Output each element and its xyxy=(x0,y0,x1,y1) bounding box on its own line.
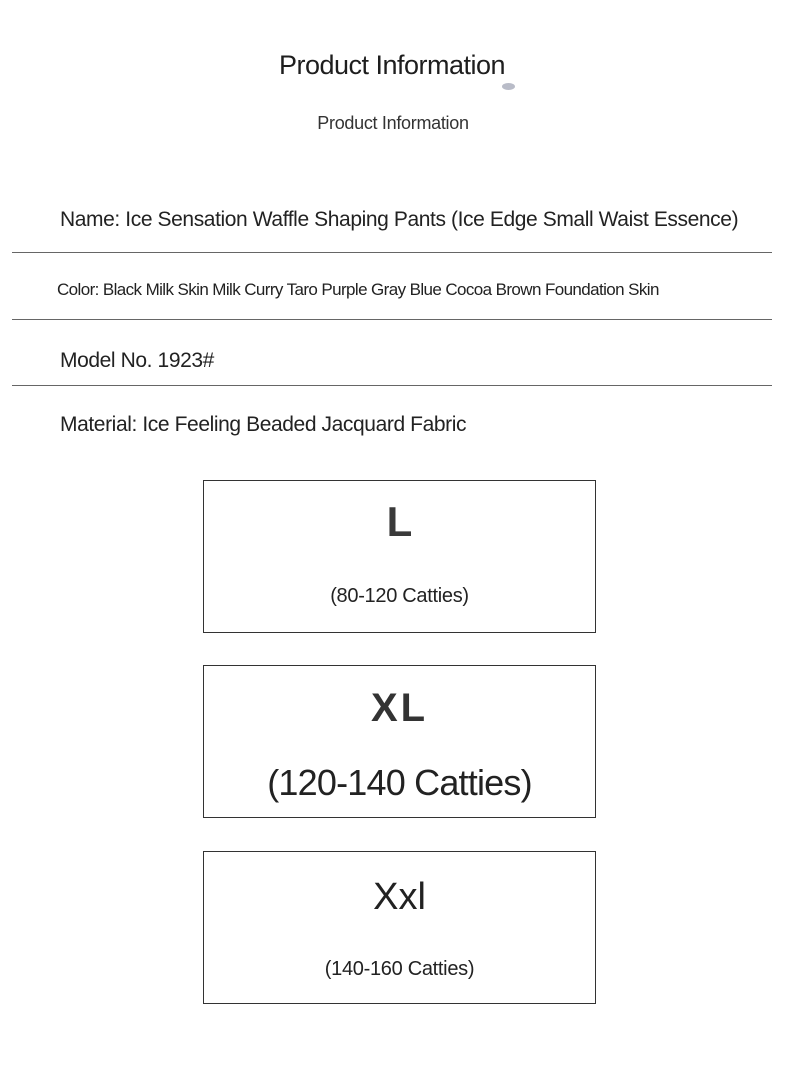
size-card-l xyxy=(203,480,596,633)
divider xyxy=(12,252,772,253)
detail-material: Material: Ice Feeling Beaded Jacquard Fabric xyxy=(60,413,467,436)
size-card-xxl xyxy=(203,851,596,1004)
product-info-subtitle: Product Information xyxy=(317,113,469,133)
decorative-mark xyxy=(502,83,515,90)
size-card-xl xyxy=(203,665,596,818)
detail-model: Model No. 1923# xyxy=(60,349,214,372)
size-label: L xyxy=(386,498,413,545)
size-weight-range: (120-140 Catties) xyxy=(267,762,532,803)
detail-name: Name: Ice Sensation Waffle Shaping Pants (Ice Edge Small Waist Essence) xyxy=(60,208,739,231)
detail-color: Color: Black Milk Skin Milk Curry Taro Purple Gray Blue Cocoa Brown Foundation Skin xyxy=(57,280,659,299)
product-info-title: Product Information xyxy=(278,50,506,80)
divider xyxy=(12,319,772,320)
size-weight-range: (80-120 Catties) xyxy=(330,585,469,607)
size-weight-range: (140-160 Catties) xyxy=(324,958,475,980)
divider xyxy=(12,385,772,386)
size-label: Xxl xyxy=(373,876,426,918)
size-label: XL xyxy=(370,686,429,730)
